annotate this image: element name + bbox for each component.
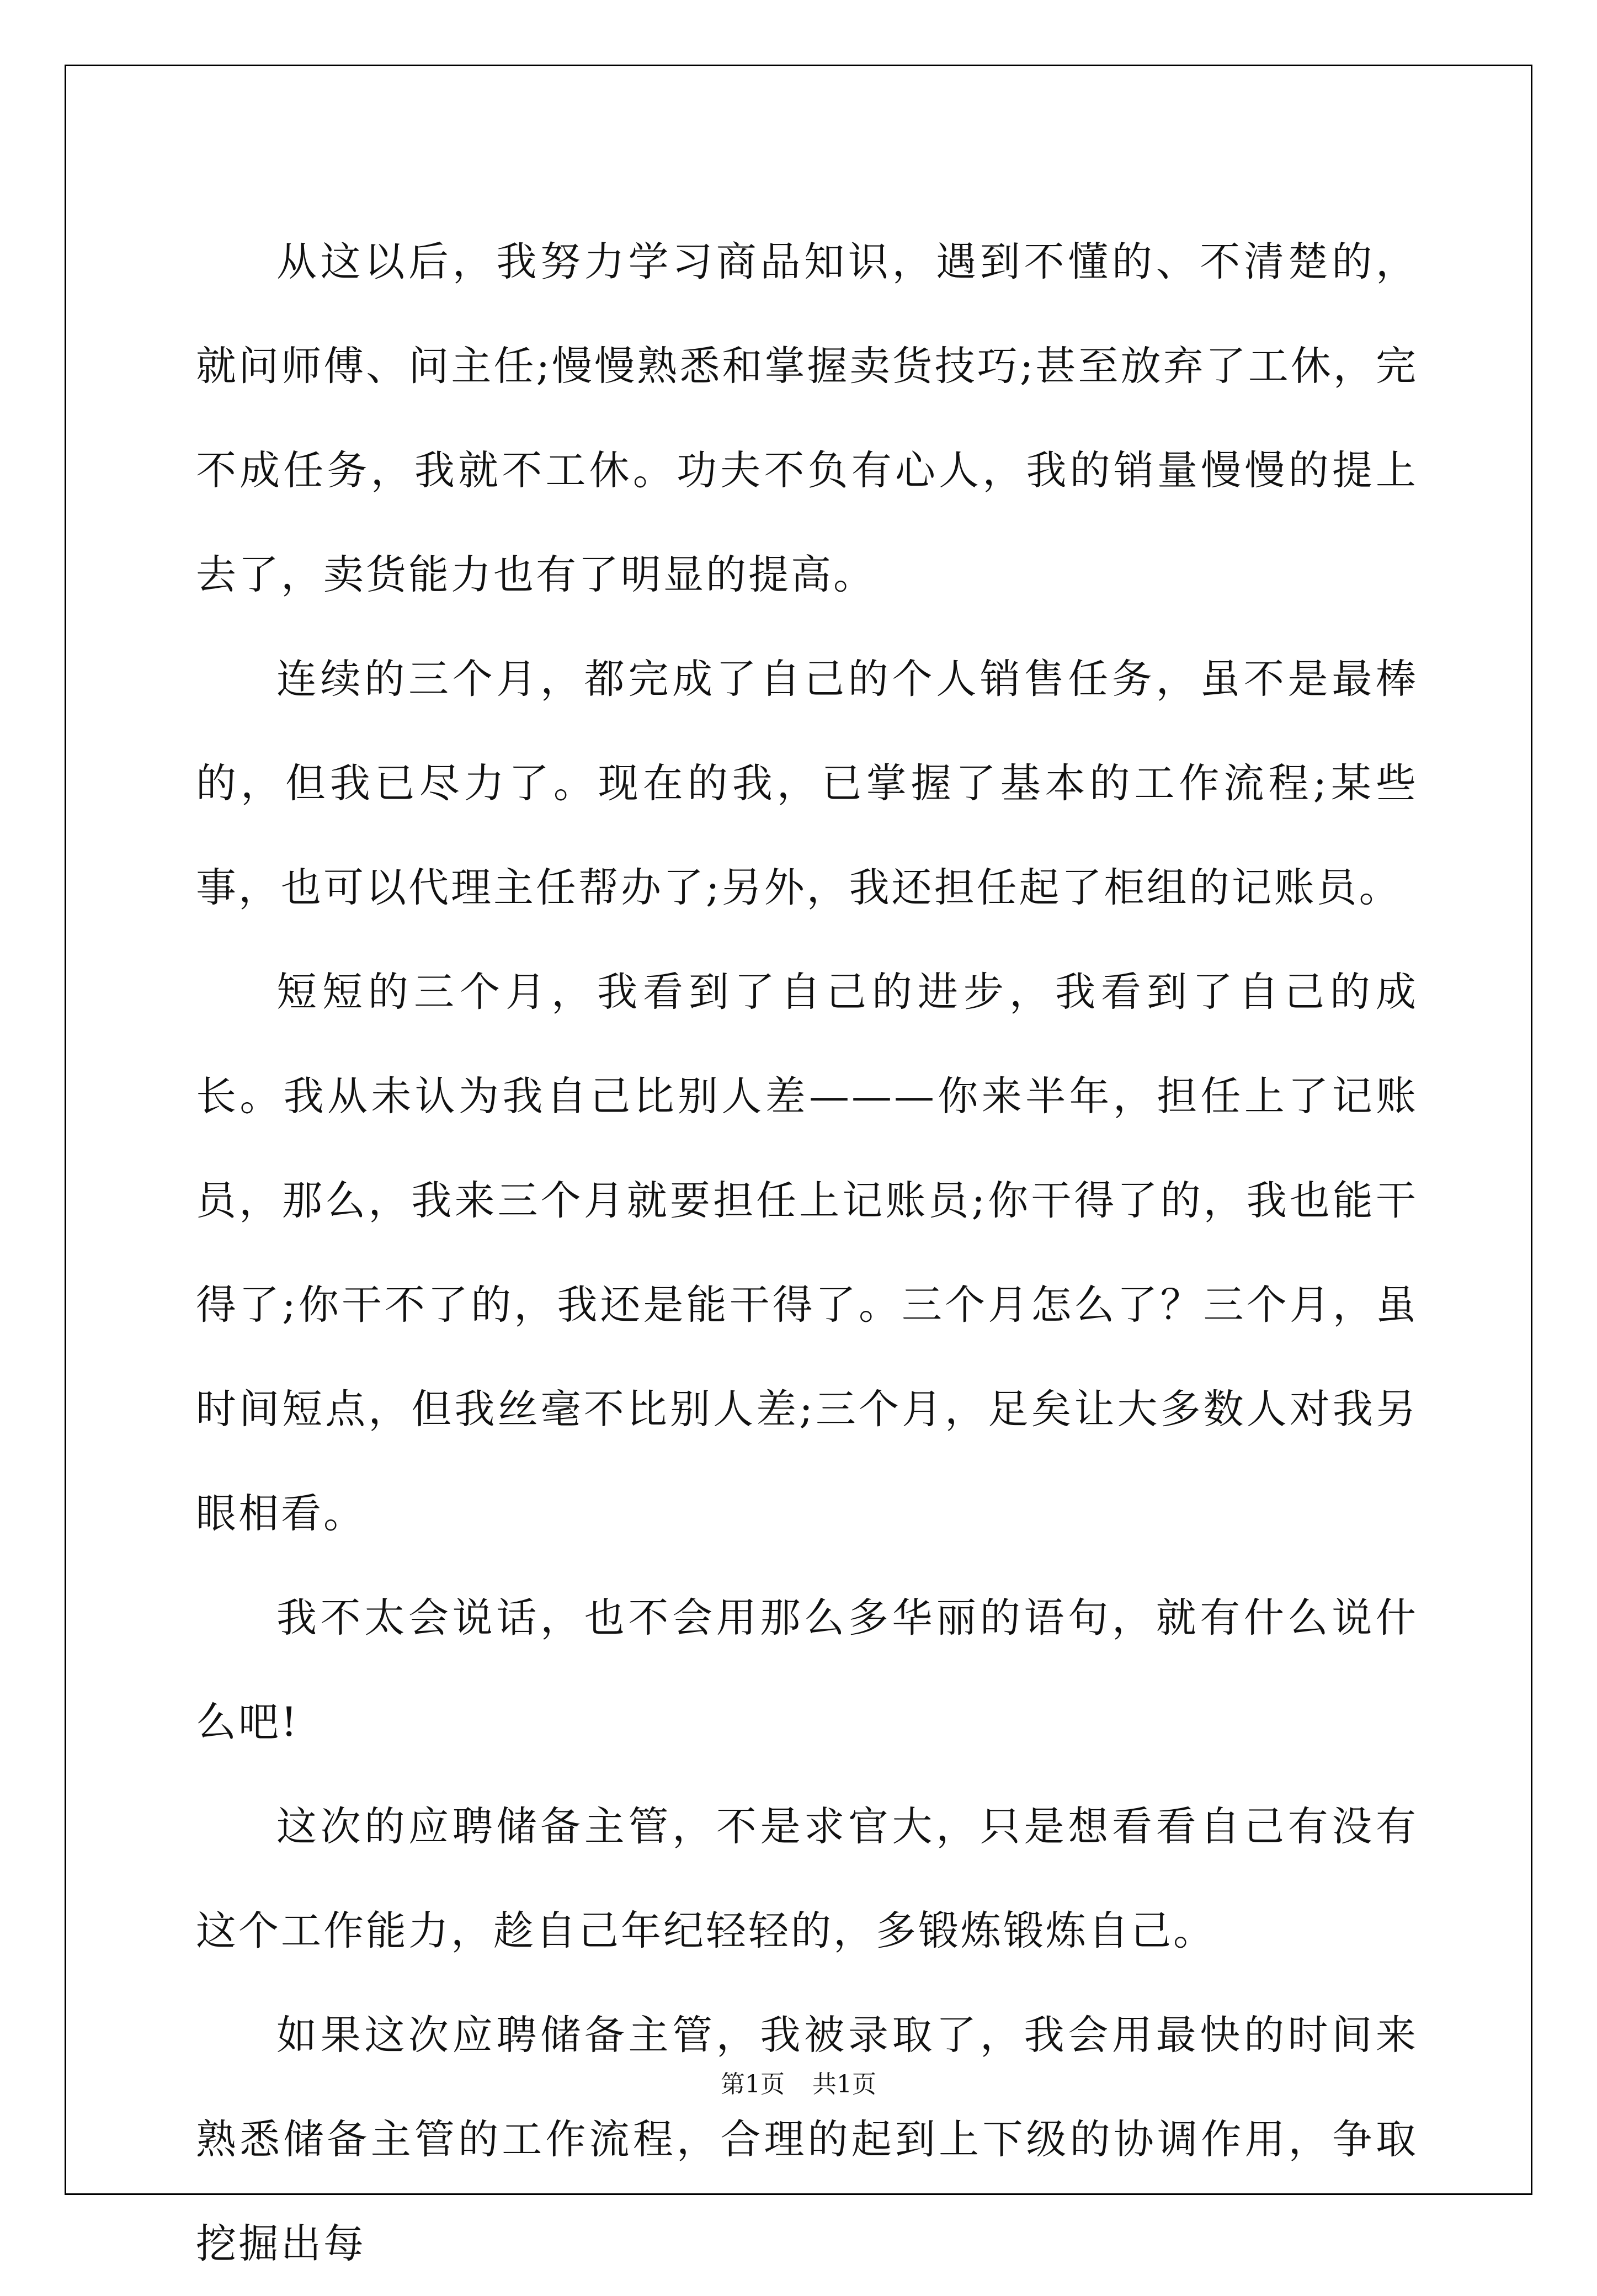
paragraph-4: 我不太会说话，也不会用那么多华丽的语句，就有什么说什么吧! [196, 1595, 1418, 1746]
page-number: 第1页 [721, 2070, 785, 2098]
paragraph-5: 这次的应聘储备主管，不是求官大，只是想看看自己有没有这个工作能力，趁自己年纪轻轻的，多锻炼锻炼自己。 [196, 1803, 1418, 1954]
document-body [196, 210, 1418, 2296]
page-total: 共1页 [812, 2070, 876, 2098]
paragraph-6: 如果这次应聘储备主管，我被录取了，我会用最快的时间来熟悉储备主管的工作流程，合理的起到上下级的协调作用，争取挖掘出每 [196, 2012, 1418, 2267]
page-footer [0, 2064, 1597, 2100]
paragraph-2: 连续的三个月，都完成了自己的个人销售任务，虽不是最棒的，但我已尽力了。现在的我，已掌握了基本的工作流程;某些事，也可以代理主任帮办了;另外，我还担任起了柜组的记账员。 [196, 656, 1418, 911]
paragraph-1: 从这以后，我努力学习商品知识，遇到不懂的、不清楚的，就问师傅、问主任;慢慢熟悉和掌握卖货技巧;甚至放弃了工休，完不成任务，我就不工休。功夫不负有心人，我的销量慢慢的提上去了，卖货能力也有了明显的提高。 [196, 238, 1418, 598]
paragraph-3: 短短的三个月，我看到了自己的进步，我看到了自己的成长。我从未认为我自己比别人差———你来半年，担任上了记账员，那么，我来三个月就要担任上记账员;你干得了的，我也能干得了;你干不了的，我还是能干得了。三个月怎么了？三个月，虽时间短点，但我丝毫不比别人差;三个月，足矣让大多数人对我另眼相看。 [196, 969, 1418, 1537]
